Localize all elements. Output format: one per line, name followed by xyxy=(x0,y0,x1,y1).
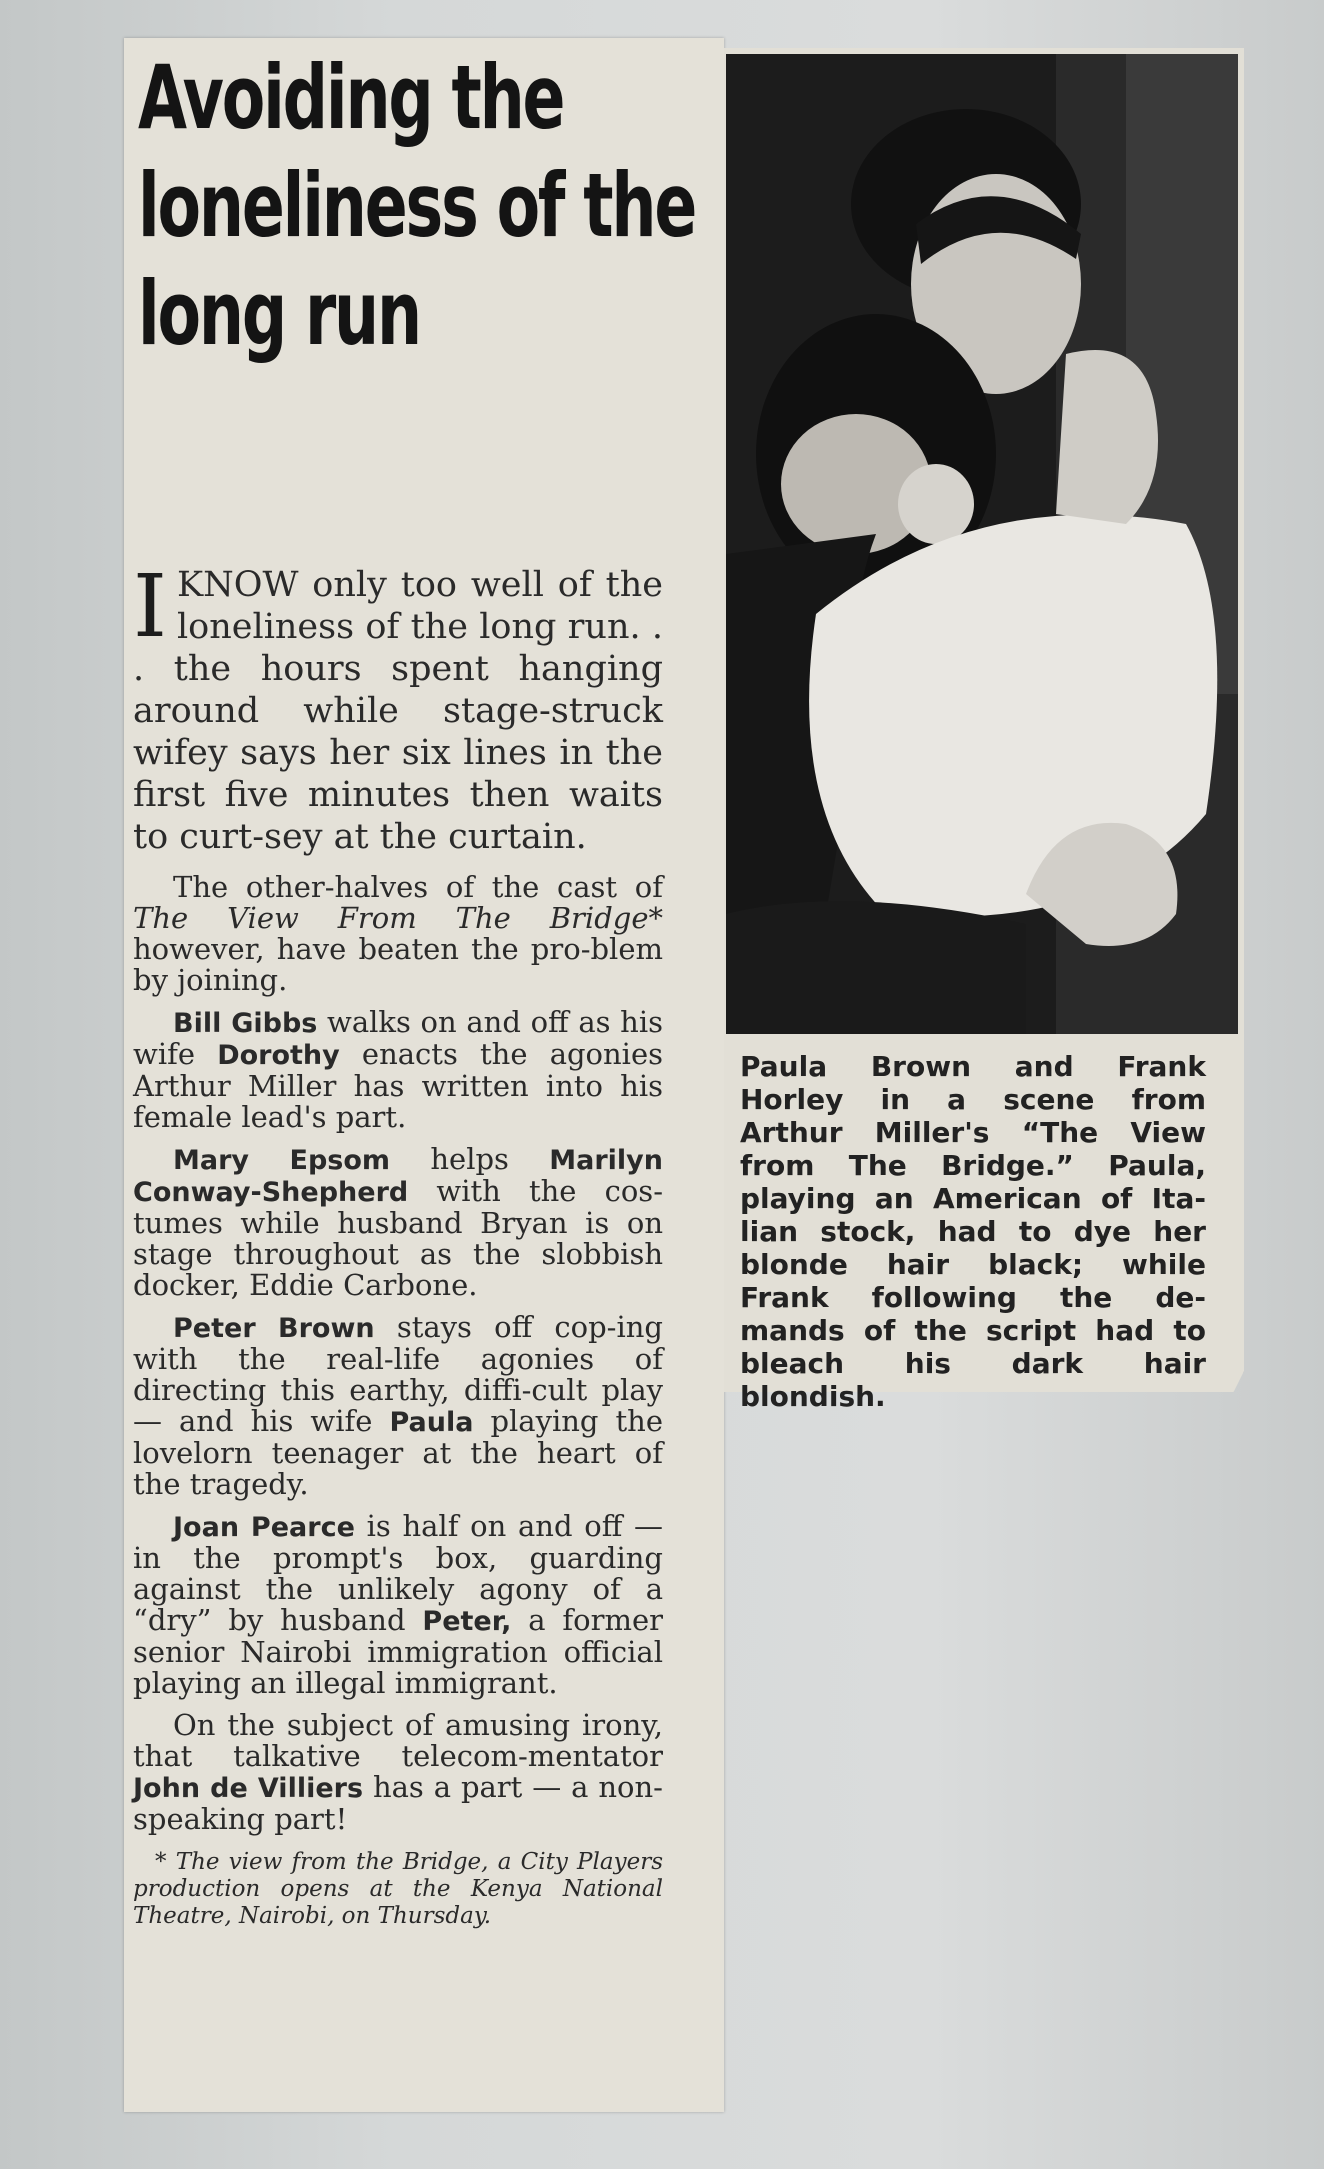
photo-paula-and-frank xyxy=(726,54,1238,1034)
text-run: enacts the agonies Arthur Miller has written into his female lead's part. xyxy=(133,1037,663,1134)
text-run: has a part — a non-speaking part! xyxy=(133,1770,663,1836)
person-name: Paula xyxy=(389,1407,474,1438)
drop-cap: I xyxy=(133,557,167,657)
text-run: On the subject of amusing irony, that talkative telecom-mentator xyxy=(133,1708,663,1773)
paragraph-john-de-villiers xyxy=(133,1710,663,1835)
paragraph-mary-epsom xyxy=(133,1144,663,1301)
person-name: Bill Gibbs xyxy=(173,1008,318,1039)
person-name: Joan Pearce xyxy=(173,1512,355,1543)
text-run: The other-halves of the cast of xyxy=(173,870,663,904)
person-name: Peter Brown xyxy=(173,1313,375,1344)
text-run: playing the lovelorn teenager at the heart of the tragedy. xyxy=(133,1404,663,1501)
text-run: helps xyxy=(390,1142,550,1176)
photo-illustration xyxy=(726,54,1238,1034)
text-run: walks on and off as his wife xyxy=(133,1005,664,1071)
text-run: however, have beaten the pro-blem by joining. xyxy=(133,932,663,997)
paragraph-peter-brown xyxy=(133,1312,663,1500)
person-name: Mary Epsom xyxy=(173,1145,391,1176)
footnote: * The view from the Bridge, a City Players production opens at the Kenya National Theatre, Nairobi, on Thursday. xyxy=(133,1849,663,1929)
person-name: Peter, xyxy=(422,1606,512,1637)
paragraph-joan-pearce xyxy=(133,1511,663,1699)
person-name: John de Villiers xyxy=(133,1773,364,1804)
person-name: Dorothy xyxy=(217,1040,340,1071)
text-run: stays off cop-ing with the real-life agonies of directing this earthy, diffi-cult play — and his wife xyxy=(133,1310,663,1438)
text-run: with the cos-tumes while husband Bryan is on stage throughout as the slobbish docker, Eddie Carbone. xyxy=(133,1174,663,1302)
text-run: a former senior Nairobi immigration official playing an illegal immigrant. xyxy=(133,1603,663,1700)
article-body xyxy=(133,557,664,1930)
paragraph-other-halves xyxy=(133,872,663,996)
person-name: Marilyn Conway-Shepherd xyxy=(133,1145,664,1208)
play-title: The View From The Bridge* xyxy=(133,901,663,935)
photo-caption xyxy=(740,1050,1206,1446)
lead-paragraph xyxy=(133,557,663,858)
lead-text: KNOW only too well of the loneliness of the long run. . . the hours spent hanging around while stage-struck wifey says her six lines in the first five minutes then waits to curt-sey at the curtain. xyxy=(133,565,663,857)
paragraph-bill-gibbs xyxy=(133,1007,663,1133)
text-run: is half on and off — in the prompt's box, guarding against the unlikely agony of a “dry” by husband xyxy=(133,1509,664,1637)
headline: Avoiding the loneliness of the long run xyxy=(138,46,696,365)
caption-text: Paula Brown and Frank Horley in a scene from Arthur Miller's “The View from The Bridge.” Paula, playing an American of Ita-lian stock, had to dye her blonde hair black; while Frank following the de-mands of the script had to bleach his dark hair blondish. xyxy=(740,1050,1206,1413)
